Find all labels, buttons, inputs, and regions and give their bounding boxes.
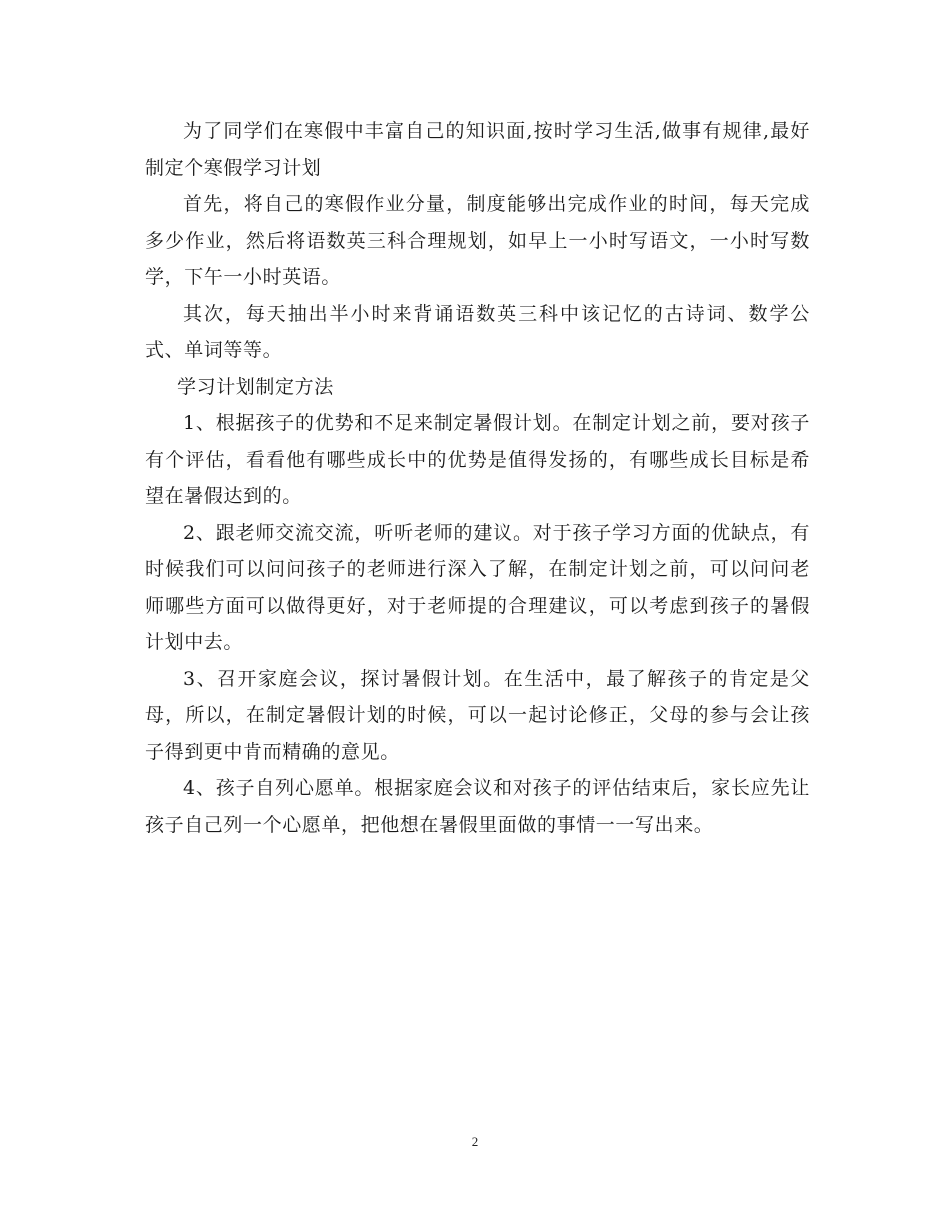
- paragraph-first: 首先，将自己的寒假作业分量，制度能够出完成作业的时间，每天完成多少作业，然后将语数英三科合理规划，如早上一小时写语文，一小时写数学，下午一小时英语。: [145, 193, 810, 288]
- list-item-4: 4、孩子自列心愿单。根据家庭会议和对孩子的评估结束后，家长应先让孩子自己列一个心愿单，把他想在暑假里面做的事情一一写出来。: [145, 777, 810, 836]
- list-item-2: 2、跟老师交流交流，听听老师的建议。对于孩子学习方面的优缺点，有时候我们可以问问孩子的老师进行深入了解，在制定计划之前，可以问问老师哪些方面可以做得更好，对于老师提的合理建议，可以考虑到孩子的暑假计划中去。: [145, 521, 810, 653]
- paragraph-intro: 为了同学们在寒假中丰富自己的知识面,按时学习生活,做事有规律,最好制定个寒假学习计划: [145, 120, 810, 179]
- document-body: [145, 113, 810, 843]
- page-number: 2: [471, 1134, 479, 1149]
- section-heading: 学习计划制定方法: [177, 375, 334, 398]
- list-item-1: 1、根据孩子的优势和不足来制定暑假计划。在制定计划之前，要对孩子有个评估，看看他有哪些成长中的优势是值得发扬的，有哪些成长目标是希望在暑假达到的。: [145, 412, 810, 507]
- list-item-3: 3、召开家庭会议，探讨暑假计划。在生活中，最了解孩子的肯定是父母，所以，在制定暑假计划的时候，可以一起讨论修正，父母的参与会让孩子得到更中肯而精确的意见。: [145, 667, 810, 763]
- paragraph-second: 其次，每天抽出半小时来背诵语数英三科中该记忆的古诗词、数学公式、单词等等。: [145, 302, 810, 361]
